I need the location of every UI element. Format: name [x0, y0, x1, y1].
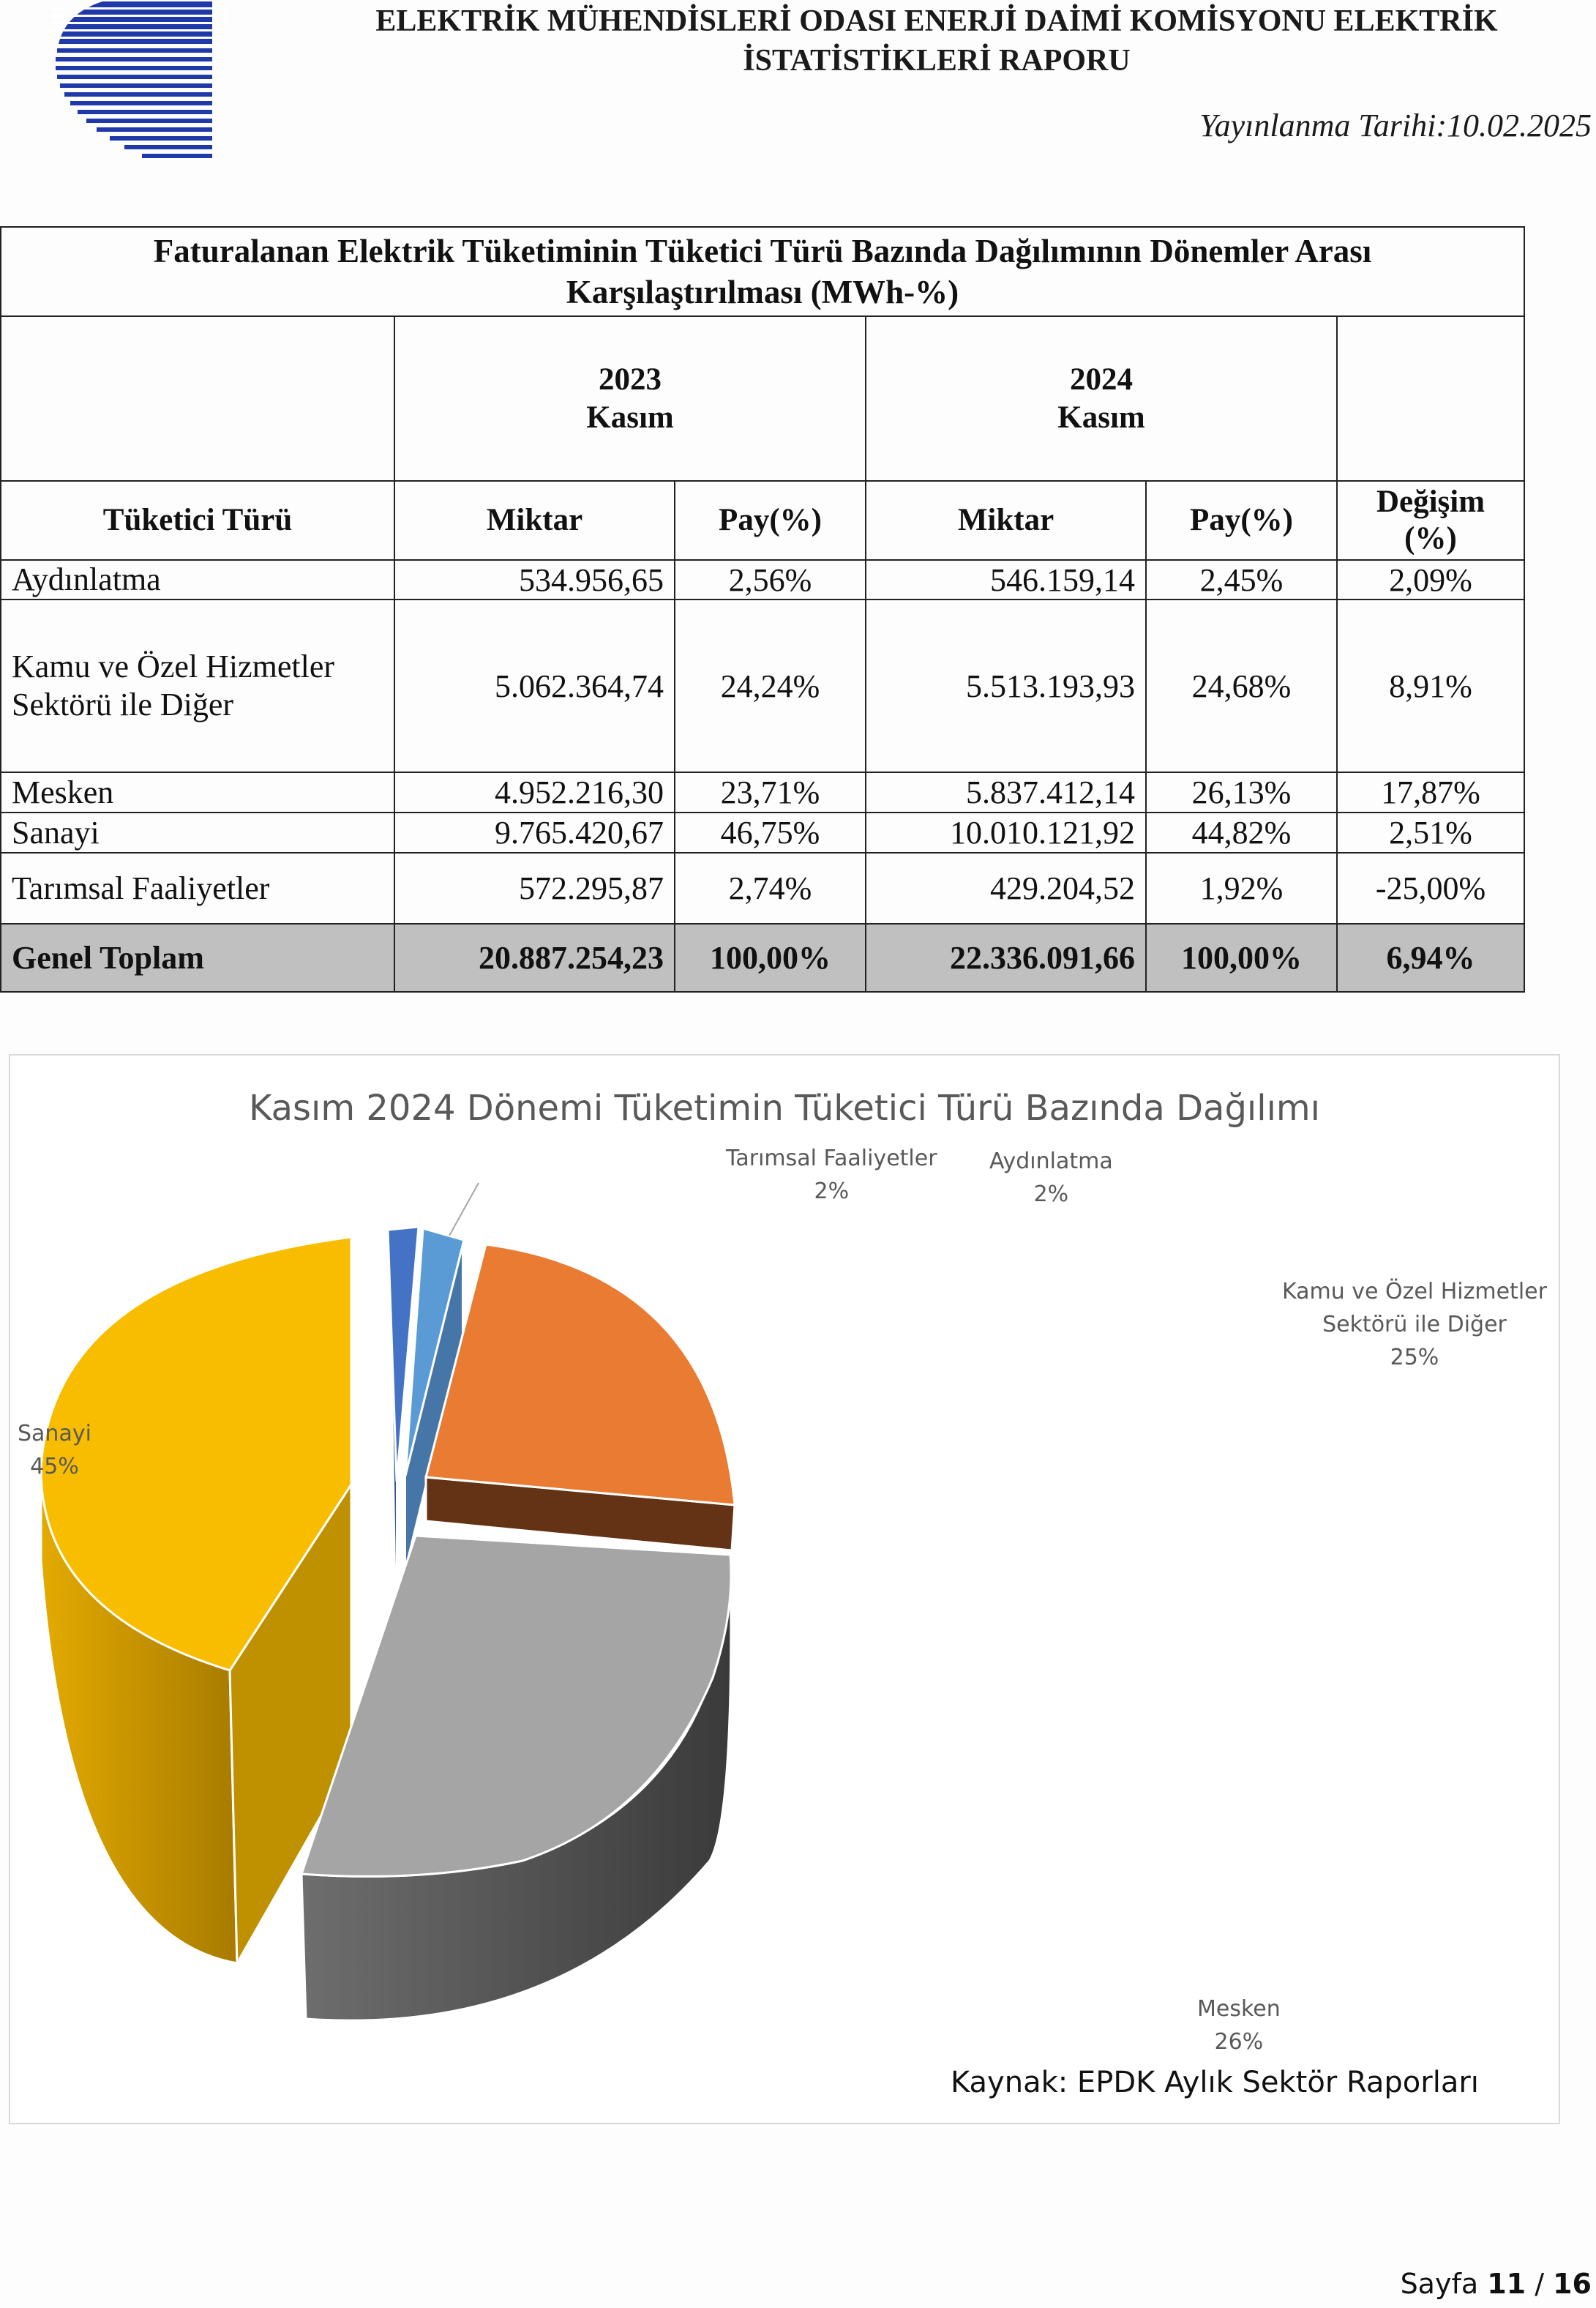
- slice-label-text-line2: Sektörü ile Diğer: [1322, 1312, 1507, 1337]
- publication-date: [1199, 107, 1592, 144]
- slice-label-value: 2%: [814, 1179, 850, 1204]
- slice-label-value: 25%: [1390, 1345, 1439, 1370]
- col-header-change-line1: Değişim: [1376, 485, 1486, 519]
- row-share-2023: 46,75%: [675, 813, 866, 853]
- page-separator: /: [1535, 2268, 1545, 2300]
- row-type: Aydınlatma: [1, 560, 394, 600]
- table-title: [1, 227, 1524, 316]
- row-change: 2,51%: [1337, 813, 1524, 853]
- empty-header-cell: [1, 316, 394, 481]
- row-share-2023: 2,74%: [675, 853, 866, 924]
- table-row: [1, 853, 1524, 924]
- publication-date-value: 10.02.2025: [1447, 108, 1592, 143]
- total-amount-2023: 20.887.254,23: [394, 924, 675, 992]
- pie-slice-mesken: [301, 1536, 731, 2020]
- slice-label-aydinlatma: [989, 1145, 1113, 1211]
- row-type: Mesken: [1, 772, 394, 813]
- row-share-2024: 2,45%: [1146, 560, 1337, 600]
- row-amount-2023: 534.956,65: [394, 560, 675, 600]
- row-share-2024: 24,68%: [1146, 600, 1337, 772]
- row-amount-2024: 429.204,52: [866, 853, 1146, 924]
- row-amount-2023: 9.765.420,67: [394, 813, 675, 853]
- emo-logo: [51, 0, 227, 165]
- row-share-2024: 1,92%: [1146, 853, 1337, 924]
- slice-label-text: Kamu ve Özel Hizmetler: [1282, 1279, 1547, 1304]
- period1-year: 2023: [599, 362, 662, 397]
- total-share-2023: 100,00%: [675, 924, 866, 992]
- total-label: Genel Toplam: [1, 924, 394, 992]
- empty-header-cell: [1337, 316, 1524, 481]
- total-amount-2024: 22.336.091,66: [866, 924, 1146, 992]
- row-amount-2024: 5.513.193,93: [866, 600, 1146, 772]
- col-header-amount-2023: Miktar: [394, 481, 675, 560]
- slice-label-value: 45%: [30, 1454, 79, 1479]
- col-header-type: Tüketici Türü: [1, 481, 394, 560]
- chart-source: Kaynak: EPDK Aylık Sektör Raporları: [951, 2066, 1479, 2099]
- col-header-change-line2: (%): [1404, 521, 1457, 556]
- col-header-change: [1337, 481, 1524, 560]
- period-2023-header: [394, 316, 866, 481]
- row-amount-2023: 5.062.364,74: [394, 600, 675, 772]
- col-header-share-2023: Pay(%): [675, 481, 866, 560]
- row-type-line1: Kamu ve Özel Hizmetler: [12, 649, 335, 684]
- row-amount-2024: 10.010.121,92: [866, 813, 1146, 853]
- org-title-line1: ELEKTRİK MÜHENDİSLERİ ODASI ENERJİ DAİMİ KOMİSYONU ELEKTRİK: [375, 4, 1498, 38]
- org-title-line2: İSTATİSTİKLERİ RAPORU: [743, 44, 1131, 78]
- page-total: 16: [1553, 2268, 1592, 2300]
- consumption-table: [0, 226, 1525, 993]
- row-amount-2023: 572.295,87: [394, 853, 675, 924]
- row-share-2023: 23,71%: [675, 772, 866, 813]
- table-row: [1, 560, 1524, 600]
- slice-label-mesken: [1197, 1993, 1281, 2058]
- col-header-amount-2024: Miktar: [866, 481, 1146, 560]
- page-number: [1401, 2268, 1592, 2300]
- chart-title: Kasım 2024 Dönemi Tüketimin Tüketici Türü Bazında Dağılımı: [248, 1088, 1321, 1129]
- period2-month: Kasım: [1057, 400, 1145, 435]
- pie-slice-sanayi: [41, 1237, 351, 1963]
- row-share-2023: 24,24%: [675, 600, 866, 772]
- total-change: 6,94%: [1337, 924, 1524, 992]
- row-type-line2: Sektörü ile Diğer: [12, 687, 234, 722]
- table-title-line1: Faturalanan Elektrik Tüketiminin Tüketici Türü Bazında Dağılımının Dönemler Arası: [153, 233, 1372, 269]
- row-change: 2,09%: [1337, 560, 1524, 600]
- row-change: 8,91%: [1337, 600, 1524, 772]
- table-row: [1, 600, 1524, 772]
- row-share-2024: 26,13%: [1146, 772, 1337, 813]
- slice-label-sanayi: [18, 1417, 91, 1483]
- table-row: [1, 772, 1524, 813]
- period2-year: 2024: [1070, 362, 1133, 397]
- table-row: [1, 813, 1524, 853]
- aydinlatma-leader-line: [449, 1183, 479, 1236]
- row-type: [1, 600, 394, 772]
- row-amount-2024: 546.159,14: [866, 560, 1146, 600]
- slice-label-tarimsal: [726, 1142, 937, 1208]
- row-share-2023: 2,56%: [675, 560, 866, 600]
- slice-label-value: 2%: [1033, 1181, 1069, 1207]
- slice-label-text: Tarımsal Faaliyetler: [726, 1146, 937, 1171]
- total-row: [1, 924, 1524, 992]
- slice-label-value: 26%: [1214, 2029, 1264, 2055]
- period1-month: Kasım: [586, 400, 674, 435]
- row-change: 17,87%: [1337, 772, 1524, 813]
- row-type: Tarımsal Faaliyetler: [1, 853, 394, 924]
- table-title-line2: Karşılaştırılması (MWh-%): [566, 274, 959, 310]
- publication-date-label: Yayınlanma Tarihi:: [1199, 108, 1447, 143]
- page-label: Sayfa: [1400, 2268, 1479, 2300]
- org-title: [293, 1, 1581, 81]
- page-current: 11: [1487, 2268, 1526, 2300]
- slice-label-text: Sanayi: [18, 1421, 91, 1446]
- row-amount-2023: 4.952.216,30: [394, 772, 675, 813]
- pie-chart: [9, 1054, 1560, 2124]
- pie-chart-canvas: [10, 1056, 1559, 2123]
- slice-label-text: Mesken: [1197, 1996, 1281, 2022]
- row-change: -25,00%: [1337, 853, 1524, 924]
- slice-label-kamu: [1282, 1275, 1547, 1374]
- pie-slice-kamu: [426, 1244, 735, 1550]
- total-share-2024: 100,00%: [1146, 924, 1337, 992]
- row-share-2024: 44,82%: [1146, 813, 1337, 853]
- slice-label-text: Aydınlatma: [989, 1149, 1113, 1174]
- row-type: Sanayi: [1, 813, 394, 853]
- row-amount-2024: 5.837.412,14: [866, 772, 1146, 813]
- period-2024-header: [866, 316, 1337, 481]
- col-header-share-2024: Pay(%): [1146, 481, 1337, 560]
